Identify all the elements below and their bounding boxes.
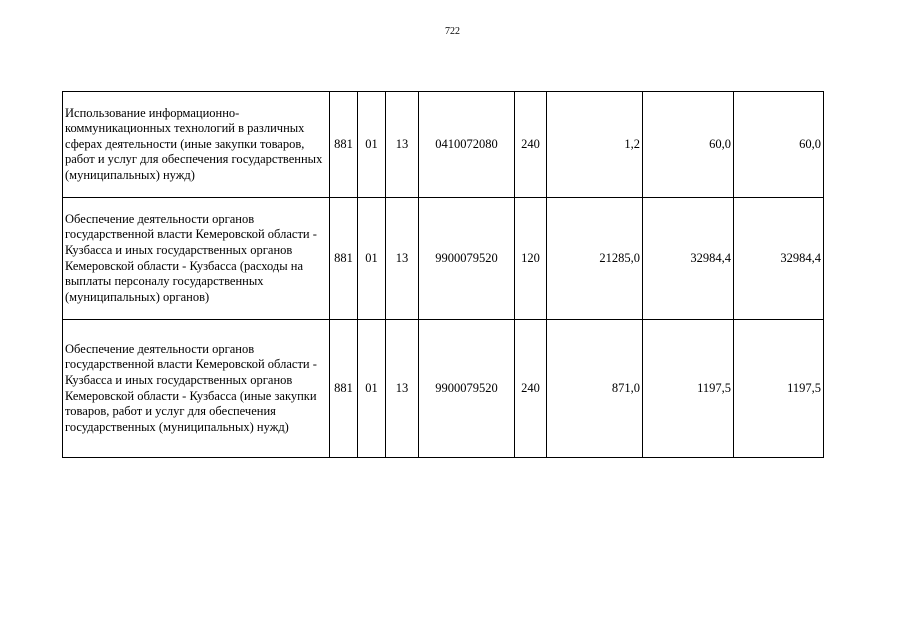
amount-year-1: 871,0	[547, 320, 643, 458]
target-article-code: 0410072080	[419, 92, 515, 198]
subsection-code: 13	[386, 320, 419, 458]
subsection-code: 13	[386, 92, 419, 198]
amount-year-1: 21285,0	[547, 198, 643, 320]
amount-year-2: 1197,5	[643, 320, 734, 458]
target-article-code: 9900079520	[419, 198, 515, 320]
amount-year-2: 32984,4	[643, 198, 734, 320]
expense-type-code: 120	[515, 198, 547, 320]
page-number: 722	[445, 26, 460, 37]
table-row	[63, 198, 824, 320]
target-article-code: 9900079520	[419, 320, 515, 458]
amount-year-1: 1,2	[547, 92, 643, 198]
subsection-code: 13	[386, 198, 419, 320]
row-description: Использование информационно-коммуникационных технологий в различных сферах деятельности (иные закупки товаров, работ и услуг для обеспечения государственных (муниципальных) нужд)	[63, 92, 330, 198]
table-row	[63, 320, 824, 458]
expense-type-code: 240	[515, 320, 547, 458]
department-code: 881	[330, 198, 358, 320]
amount-year-3: 60,0	[734, 92, 824, 198]
section-code: 01	[358, 198, 386, 320]
amount-year-2: 60,0	[643, 92, 734, 198]
table-row	[63, 92, 824, 198]
amount-year-3: 32984,4	[734, 198, 824, 320]
section-code: 01	[358, 320, 386, 458]
budget-table	[62, 91, 824, 458]
row-description: Обеспечение деятельности органов государственной власти Кемеровской области - Кузбасса и иных государственных органов Кемеровской области - Кузбасса (иные закупки товаров, работ и услуг для обеспечения государственных (муниципальных) нужд)	[63, 320, 330, 458]
department-code: 881	[330, 92, 358, 198]
row-description: Обеспечение деятельности органов государственной власти Кемеровской области - Кузбасса и иных государственных органов Кемеровской области - Кузбасса (расходы на выплаты персоналу государственных (муниципальных) органов)	[63, 198, 330, 320]
expense-type-code: 240	[515, 92, 547, 198]
amount-year-3: 1197,5	[734, 320, 824, 458]
department-code: 881	[330, 320, 358, 458]
section-code: 01	[358, 92, 386, 198]
